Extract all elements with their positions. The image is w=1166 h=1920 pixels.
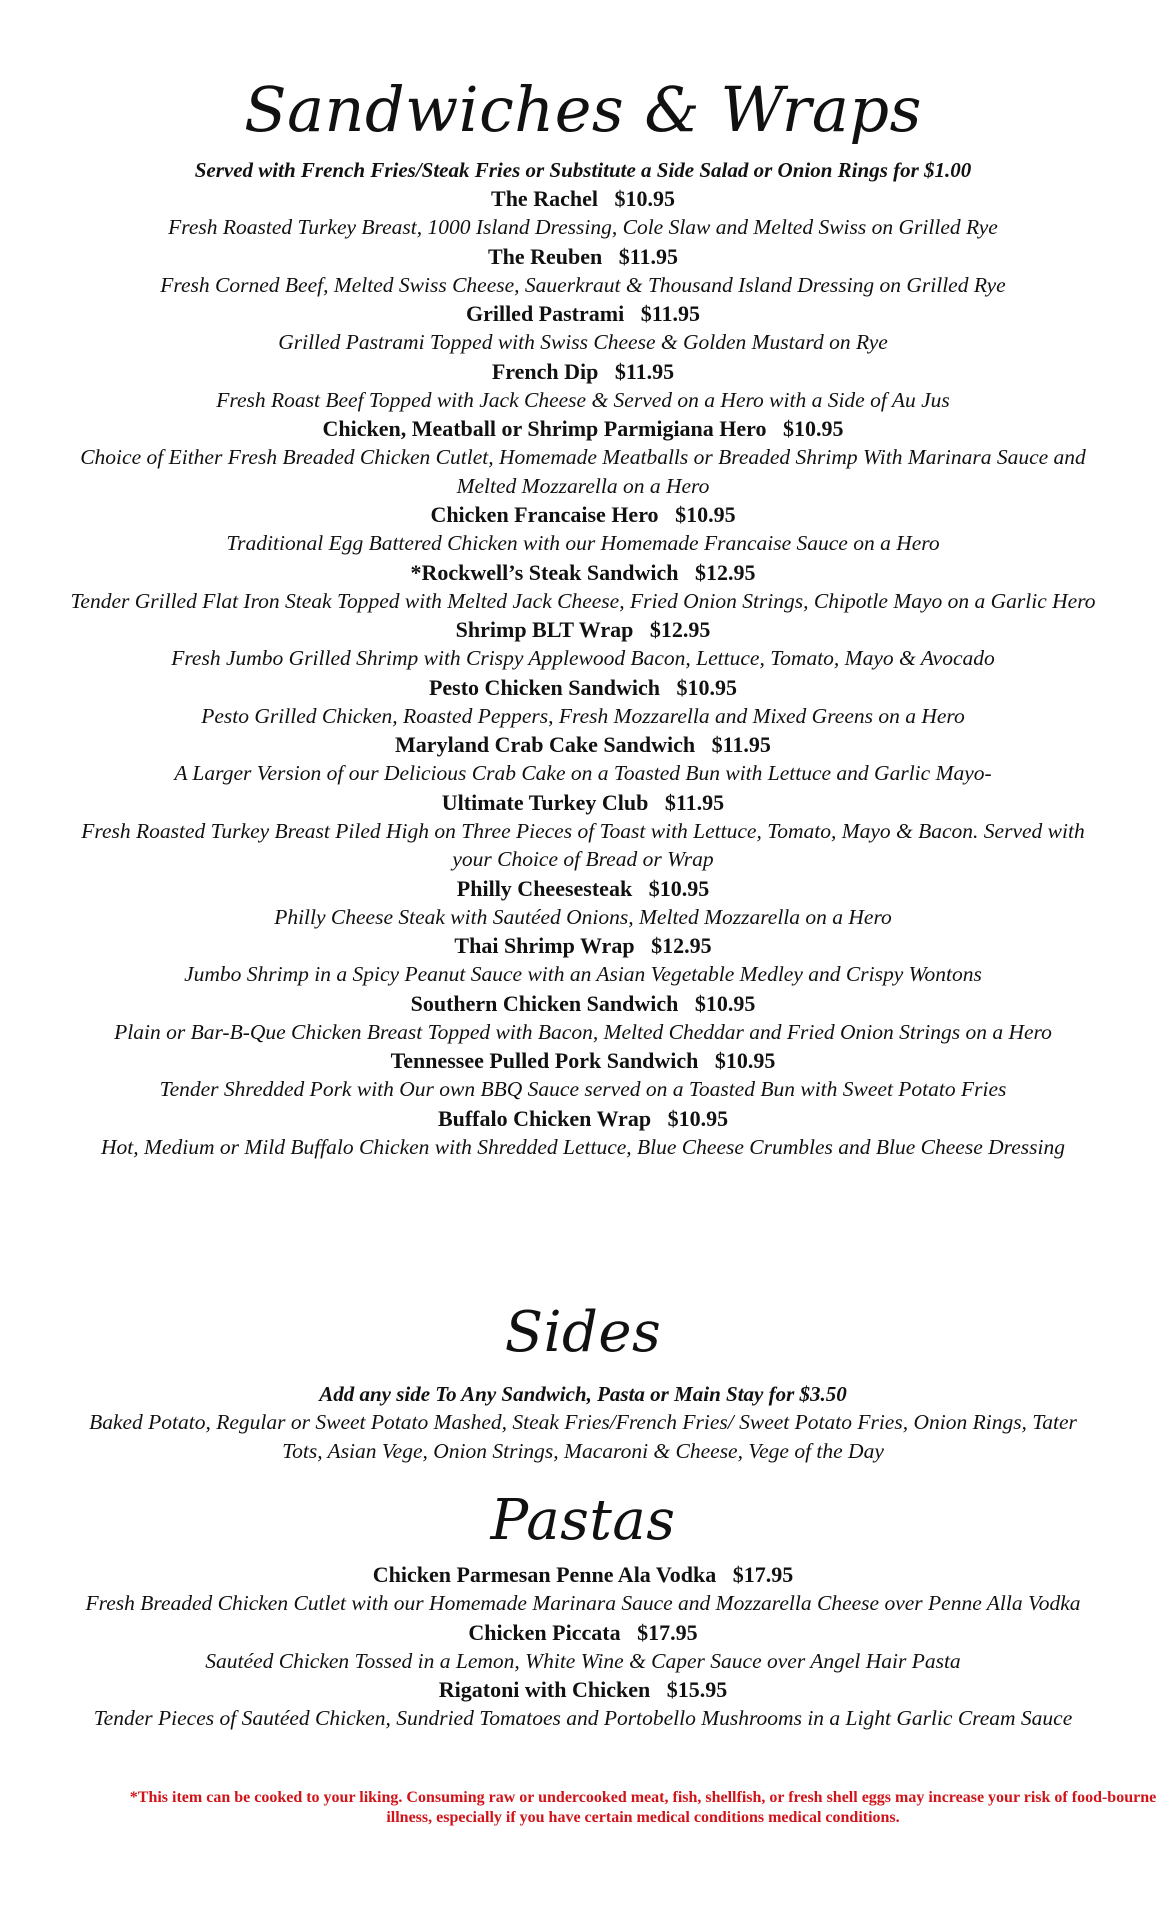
item-title-line <box>50 615 1116 644</box>
menu-item <box>50 299 1116 357</box>
item-price: $12.95 <box>649 617 711 642</box>
item-title-line <box>50 357 1116 386</box>
item-description: Fresh Roasted Turkey Breast Piled High on Three Pieces of Toast with Lettuce, Tomato, Mayo & Bacon. Served with your Choice of Bread or Wrap <box>81 818 1085 871</box>
menu-item <box>50 788 1116 874</box>
item-description: Plain or Bar-B-Que Chicken Breast Topped with Bacon, Melted Cheddar and Fried Onion Strings on a Hero <box>114 1019 1052 1044</box>
item-description: Fresh Roast Beef Topped with Jack Cheese & Served on a Hero with a Side of Au Jus <box>216 387 950 412</box>
item-title-line <box>50 414 1116 443</box>
item-name: Southern Chicken Sandwich <box>410 990 679 1016</box>
item-price: $15.95 <box>666 1677 728 1702</box>
item-description: Fresh Breaded Chicken Cutlet with our Homemade Marinara Sauce and Mozzarella Cheese over Penne Alla Vodka <box>85 1591 1081 1615</box>
menu-item <box>50 1675 1116 1733</box>
item-description: Traditional Egg Battered Chicken with our Homemade Francaise Sauce on a Hero <box>226 531 940 555</box>
item-title-line <box>50 184 1116 213</box>
item-description: Philly Cheese Steak with Sautéed Onions, Melted Mozzarella on a Hero <box>274 904 892 929</box>
item-price: $10.95 <box>694 990 756 1016</box>
item-name: Buffalo Chicken Wrap <box>437 1105 652 1131</box>
item-price: $11.95 <box>664 789 725 815</box>
item-name: Tennessee Pulled Pork Sandwich <box>390 1048 699 1073</box>
item-title-line <box>50 558 1116 587</box>
item-name: The Rachel <box>491 186 598 211</box>
item-price: $11.95 <box>614 358 675 384</box>
item-description: A Larger Version of our Delicious Crab Cake on a Toasted Bun with Lettuce and Garlic Mayo- <box>174 761 992 785</box>
item-name: Philly Cheesesteak <box>456 875 633 901</box>
item-name: Chicken, Meatball or Shrimp Parmigiana Hero <box>322 416 767 441</box>
item-title-line <box>50 989 1116 1018</box>
item-price: $10.95 <box>614 186 675 211</box>
menu-item <box>50 1104 1116 1162</box>
item-name: Pesto Chicken Sandwich <box>428 674 661 700</box>
item-name-price-gap <box>651 1106 668 1131</box>
menu-item <box>50 931 1116 989</box>
item-name-price-gap <box>767 416 784 441</box>
item-description: Grilled Pastrami Topped with Swiss Cheese & Golden Mustard on Rye <box>278 330 888 354</box>
menu-item <box>50 414 1116 500</box>
item-title-line <box>50 500 1116 529</box>
item-name: Grilled Pastrami <box>465 301 625 326</box>
item-description: Sautéed Chicken Tossed in a Lemon, White Wine & Caper Sauce over Angel Hair Pasta <box>205 1648 961 1673</box>
item-price: $10.95 <box>648 875 710 901</box>
item-name-price-gap <box>635 933 652 958</box>
item-description: Tender Shredded Pork with Our own BBQ Sauce served on a Toasted Bun with Sweet Potato Fries <box>159 1077 1007 1101</box>
item-title-line <box>50 673 1116 702</box>
sandwiches-heading: Sandwiches & Wraps <box>244 73 922 146</box>
item-description: Tender Pieces of Sautéed Chicken, Sundried Tomatoes and Portobello Mushrooms in a Light Garlic Cream Sauce <box>93 1706 1073 1730</box>
item-title-line <box>50 931 1116 960</box>
item-name: *Rockwell’s Steak Sandwich <box>410 559 679 585</box>
item-name: Maryland Crab Cake Sandwich <box>395 732 696 757</box>
menu-item <box>50 730 1116 788</box>
item-name: Shrimp BLT Wrap <box>455 617 634 642</box>
item-name-price-gap <box>598 359 615 384</box>
sandwiches-section <box>50 156 1116 1161</box>
item-description: Choice of Either Fresh Breaded Chicken Cutlet, Homemade Meatballs or Breaded Shrimp With Marinara Sauce and Melted Mozzarella on a Hero <box>80 445 1086 498</box>
menu-item <box>50 184 1116 242</box>
item-price: $10.95 <box>714 1048 776 1073</box>
item-price: $11.95 <box>711 732 771 757</box>
menu-item <box>50 357 1116 415</box>
item-price: $10.95 <box>783 416 844 441</box>
item-description: Fresh Roasted Turkey Breast, 1000 Island Dressing, Cole Slaw and Melted Swiss on Grilled Rye <box>168 215 998 239</box>
item-name-price-gap <box>660 675 677 700</box>
item-description: Fresh Corned Beef, Melted Swiss Cheese, Sauerkraut & Thousand Island Dressing on Grilled Rye <box>160 272 1006 297</box>
item-name-price-gap <box>698 1048 715 1073</box>
item-name: Rigatoni with Chicken <box>438 1677 651 1702</box>
item-name: French Dip <box>491 358 599 384</box>
sides-section <box>50 1380 1116 1465</box>
item-title-line <box>50 242 1116 271</box>
pastas-section <box>50 1560 1116 1733</box>
consumer-warning: *This item can be cooked to your liking. Consuming raw or undercooked meat, fish, shellfish, or fresh shell eggs may increase your risk of food-bourne illness, especially if you have certain medical conditions medical conditions. <box>129 1789 1157 1826</box>
item-name-price-gap <box>624 301 641 326</box>
item-price: $10.95 <box>667 1105 729 1131</box>
item-title-line <box>50 1675 1116 1704</box>
item-name: Chicken Francaise Hero <box>430 502 659 527</box>
item-name: Ultimate Turkey Club <box>441 789 649 815</box>
item-price: $11.95 <box>640 301 701 326</box>
item-price: $10.95 <box>675 502 736 527</box>
item-price: $11.95 <box>618 243 679 269</box>
item-title-line <box>50 299 1116 328</box>
item-name: Chicken Piccata <box>468 1619 621 1645</box>
item-description: Tender Grilled Flat Iron Steak Topped with Melted Jack Cheese, Fried Onion Strings, Chipotle Mayo on a Garlic Hero <box>70 588 1096 613</box>
item-title-line <box>50 874 1116 903</box>
item-title-line <box>50 730 1116 759</box>
sides-list: Baked Potato, Regular or Sweet Potato Mashed, Steak Fries/French Fries/ Sweet Potato Fries, Onion Rings, Tater Tots, Asian Vege, Onion Strings, Macaroni & Cheese, Vege of the Day <box>89 1410 1077 1463</box>
pasta-list <box>50 1560 1116 1733</box>
item-name-price-gap <box>632 876 649 901</box>
item-price: $12.95 <box>695 559 756 585</box>
menu-item <box>50 1618 1116 1676</box>
item-name-price-gap <box>695 732 712 757</box>
menu-item <box>50 874 1116 932</box>
item-name-price-gap <box>650 1677 667 1702</box>
item-description: Hot, Medium or Mild Buffalo Chicken with Shredded Lettuce, Blue Cheese Crumbles and Blue Cheese Dressing <box>101 1134 1065 1159</box>
item-description: Jumbo Shrimp in a Spicy Peanut Sauce with an Asian Vegetable Medley and Crispy Wontons <box>184 962 982 986</box>
item-description: Fresh Jumbo Grilled Shrimp with Crispy Applewood Bacon, Lettuce, Tomato, Mayo & Avocado <box>171 646 995 670</box>
item-title-line <box>50 1104 1116 1133</box>
item-price: $10.95 <box>676 674 738 700</box>
sandwich-list <box>50 184 1116 1161</box>
item-name-price-gap <box>659 502 676 527</box>
menu-item <box>50 1560 1116 1618</box>
item-name-price-gap <box>716 1562 733 1587</box>
item-name-price-gap <box>678 991 695 1016</box>
item-name-price-gap <box>602 244 619 269</box>
item-price: $17.95 <box>732 1562 794 1587</box>
sides-intro: Add any side To Any Sandwich, Pasta or Main Stay for $3.50 <box>319 1382 847 1406</box>
item-name: The Reuben <box>487 243 603 269</box>
item-name-price-gap <box>679 560 696 585</box>
item-title-line <box>50 1618 1116 1647</box>
item-price: $17.95 <box>637 1619 698 1645</box>
menu-item <box>50 500 1116 558</box>
item-name-price-gap <box>648 790 665 815</box>
item-name-price-gap <box>621 1620 638 1645</box>
menu-item <box>50 1046 1116 1104</box>
sandwiches-intro: Served with French Fries/Steak Fries or Substitute a Side Salad or Onion Rings for $1.00 <box>194 158 972 182</box>
item-description: Pesto Grilled Chicken, Roasted Peppers, Fresh Mozzarella and Mixed Greens on a Hero <box>201 703 965 728</box>
menu-item <box>50 615 1116 673</box>
sides-heading: Sides <box>504 1300 662 1365</box>
menu-item <box>50 989 1116 1047</box>
pastas-heading: Pastas <box>490 1488 676 1553</box>
menu-item <box>50 242 1116 300</box>
item-title-line <box>50 788 1116 817</box>
menu-item <box>50 673 1116 731</box>
item-title-line <box>50 1046 1116 1075</box>
item-title-line <box>50 1560 1116 1589</box>
item-name-price-gap <box>633 617 650 642</box>
item-price: $12.95 <box>651 933 712 958</box>
item-name: Thai Shrimp Wrap <box>454 933 635 958</box>
item-name-price-gap <box>598 186 615 211</box>
menu-item <box>50 558 1116 616</box>
item-name: Chicken Parmesan Penne Ala Vodka <box>372 1562 717 1587</box>
